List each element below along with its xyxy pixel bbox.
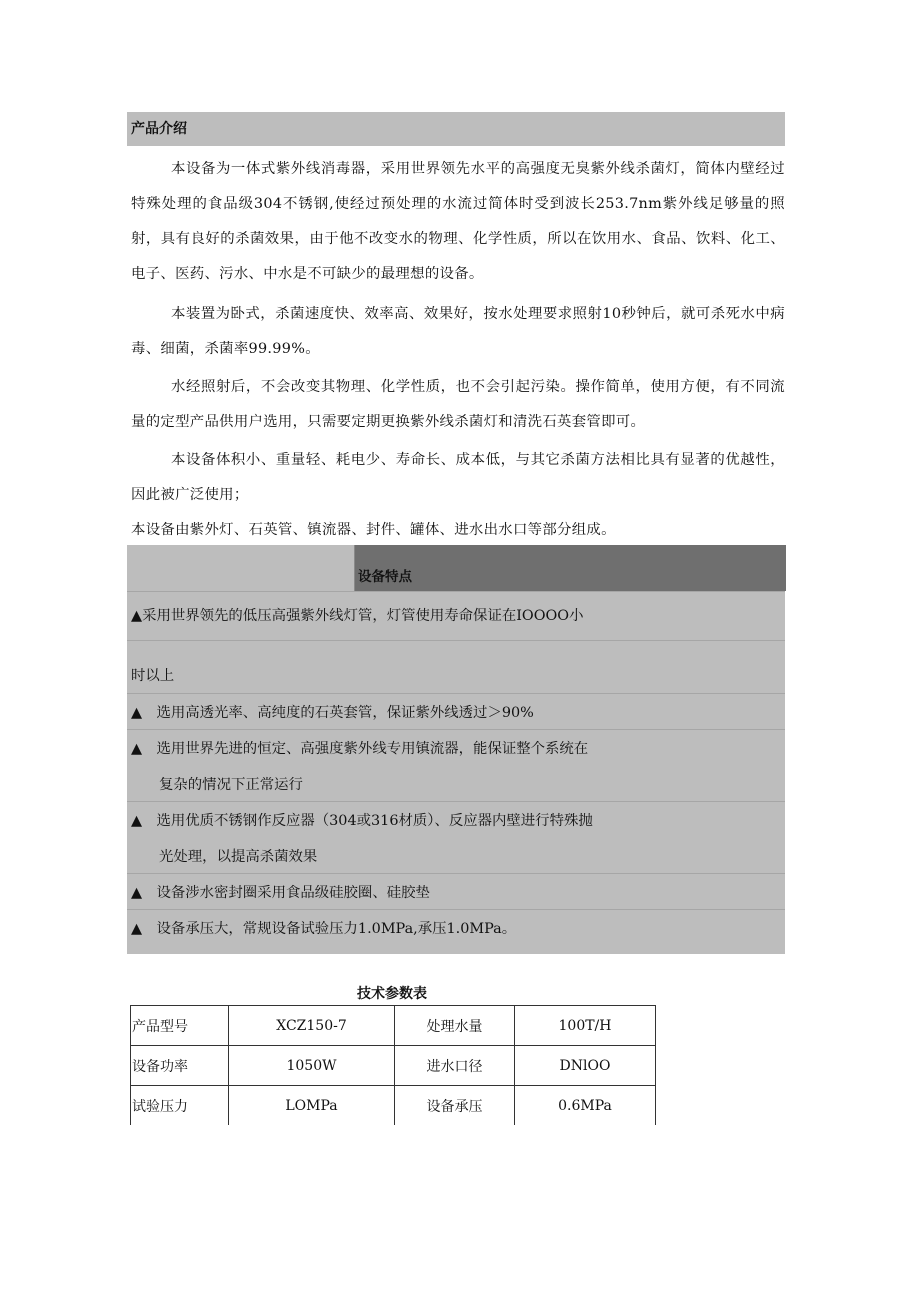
features-divider xyxy=(127,640,785,641)
table-row xyxy=(131,1046,656,1086)
table-cell: 设备功率 xyxy=(131,1046,229,1086)
features-divider xyxy=(127,873,785,874)
table-cell: 产品型号 xyxy=(131,1006,229,1046)
table-cell: 100T/H xyxy=(515,1006,656,1046)
feature-line: ▲ 设备承压大，常规设备试验压力1.0MPa,承压1.0MPa。 xyxy=(131,921,517,937)
table-cell: 进水口径 xyxy=(395,1046,515,1086)
params-table-title: 技术参数表 xyxy=(357,986,427,1002)
feature-line: 时以上 xyxy=(131,668,175,684)
intro-paragraph-2: 本装置为卧式，杀菌速度快、效率高、效果好，按水处理要求照射10秒钟后，就可杀死水中病毒、细菌，杀菌率99.99%。 xyxy=(131,306,785,357)
features-divider xyxy=(127,801,785,802)
table-row xyxy=(131,1086,656,1126)
table-cell: 处理水量 xyxy=(395,1006,515,1046)
intro-paragraph-1: 本设备为一体式紫外线消毒器，采用世界领先水平的高强度无臭紫外线杀菌灯，简体内壁经过特殊处理的食品级304不锈钢,使经过预处理的水流过简体时受到波长253.7nm紫外线足够量的照射，具有良好的杀菌效果，由于他不改变水的物理、化学性质，所以在饮用水、食品、饮料、化工、电子、医药、污水、中水是不可缺少的最理想的设备。 xyxy=(131,161,785,282)
params-table xyxy=(130,1005,656,1125)
feature-line: ▲ 设备涉水密封圈采用食品级硅胶圈、硅胶垫 xyxy=(131,885,430,901)
table-row xyxy=(131,1006,656,1046)
intro-paragraph-3: 水经照射后，不会改变其物理、化学性质，也不会引起污染。操作简单，使用方便，有不同流量的定型产品供用户选用，只需要定期更换紫外线杀菌灯和清洗石英套管即可。 xyxy=(131,379,785,430)
table-cell: 试验压力 xyxy=(131,1086,229,1126)
section-heading-intro: 产品介绍 xyxy=(127,112,785,146)
features-divider xyxy=(127,729,785,730)
features-title: 设备特点 xyxy=(358,569,412,585)
features-divider xyxy=(127,693,785,694)
features-divider xyxy=(127,591,785,592)
feature-line: ▲ 选用优质不锈钢作反应器（304或316材质）、反应器内壁进行特殊抛 xyxy=(131,813,593,829)
table-cell: 设备承压 xyxy=(395,1086,515,1126)
features-divider xyxy=(127,909,785,910)
table-cell: 1050W xyxy=(229,1046,395,1086)
table-cell: XCZ150-7 xyxy=(229,1006,395,1046)
table-cell: DNlOO xyxy=(515,1046,656,1086)
feature-line: ▲ 选用世界先进的恒定、高强度紫外线专用镇流器，能保证整个系统在 xyxy=(131,741,589,757)
feature-line: 复杂的情况下正常运行 xyxy=(159,777,303,793)
table-cell: 0.6MPa xyxy=(515,1086,656,1126)
feature-line: ▲采用世界领先的低压高强紫外线灯管，灯管使用寿命保证在IOOOO小 xyxy=(131,608,584,624)
intro-paragraph-4: 本设备体积小、重量轻、耗电少、寿命长、成本低，与其它杀菌方法相比具有显著的优越性，因此被广泛使用； xyxy=(131,452,785,503)
feature-line: 光处理，以提高杀菌效果 xyxy=(159,849,318,865)
composition-text: 本设备由紫外灯、石英管、镇流器、封件、罐体、进水出水口等部分组成。 xyxy=(131,522,616,538)
table-cell: LOMPa xyxy=(229,1086,395,1126)
feature-line: ▲ 选用高透光率、高纯度的石英套管，保证紫外线透过＞90% xyxy=(131,705,534,721)
